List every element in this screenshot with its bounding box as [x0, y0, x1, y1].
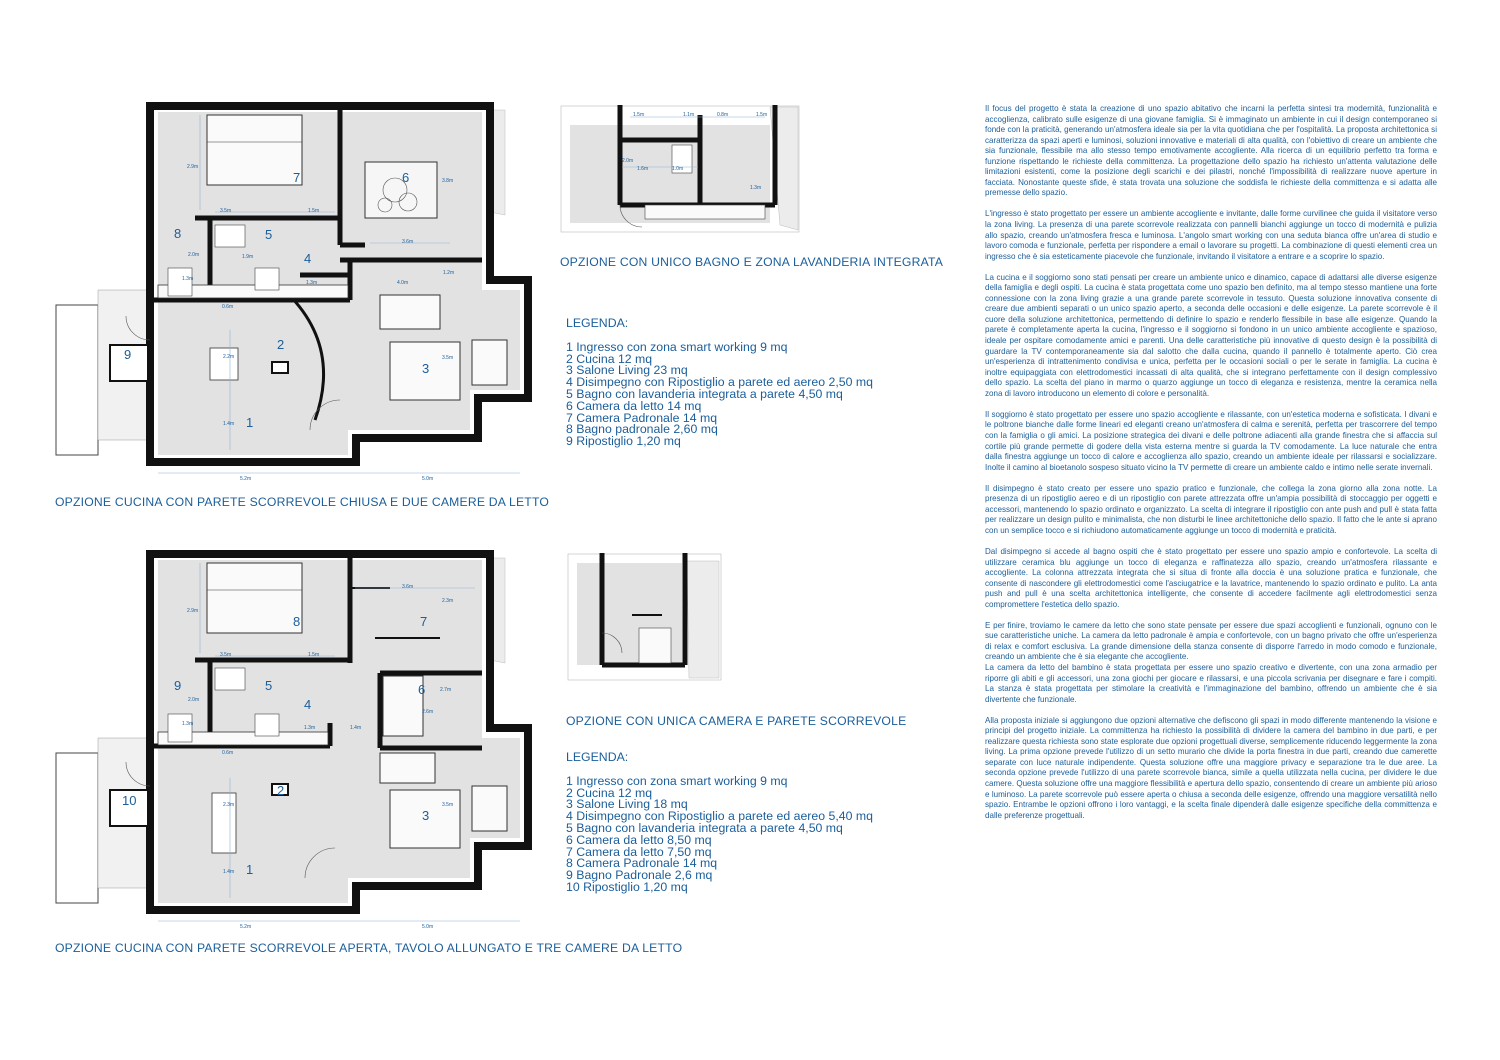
- room-number: 2: [277, 783, 285, 798]
- description-paragraph: L'ingresso è stato progettato per essere un ambiente accogliente e invitante, dalle forme curvilinee che guida il visitatore verso la zona living. La presenza di una parete scorrevole realizzata con pannelli bianchi aggiunge un tocco di modernità e pulizia allo spazio, creando un'atmosfera fresca e luminosa. L'angolo smart working con una seduta bianca offre un'area di studio e lavoro comoda e funzionale, perfetta per rispondere a email o lavorare su progetti. La combinazione di questi elementi crea un ingresso che è sia esteticamente piacevole che funzionale, invitando il visitatore a entrare e a scoprire lo spazio.: [985, 209, 1437, 261]
- room-number: 6: [402, 170, 410, 185]
- plan-b-caption: OPZIONE CUCINA CON PARETE SCORREVOLE APERTA, TAVOLO ALLUNGATO E TRE CAMERE DA LETTO: [55, 941, 683, 955]
- description-paragraph: E per finire, troviamo le camere da letto che sono state pensate per essere due spazi accoglienti e funzionali, ognuno con le sue caratteristiche uniche. La camera da letto padronale è ampia e confortevole, con un bagno privato che offre un'esperienza di relax e comfort esclusiva. La grande dimensione della stanza consente di disporre l'arredo in modo comodo e funzionale, creando un ambiente che è sia elegante che accogliente.: [985, 620, 1437, 662]
- legend-item: 9 Ripostiglio 1,20 mq: [566, 434, 681, 449]
- legend-title: LEGENDA:: [566, 316, 629, 330]
- legend-item: 9 Bagno Padronale 2,6 mq: [566, 868, 713, 883]
- room-number: 10: [122, 793, 137, 808]
- dimension-label: 2.0m: [188, 252, 200, 258]
- dimension-label: 1.4m: [223, 869, 235, 875]
- floor-plan-b: [50, 548, 550, 938]
- dimension-label: 2.0m: [188, 697, 200, 703]
- description-paragraph: La cucina e il soggiorno sono stati pensati per creare un ambiente unico e dinamico, capace di adattarsi alle diverse esigenze della famiglia e degli ospiti. La cucina è stata progettata come uno spazio ben definito, ma al tempo stesso mantiene una forte connessione con la zona living grazie a una grande parete scorrevole in tessuto. Questa soluzione innovativa consente di creare due ambienti separati o un unico spazio aperto, a seconda delle occasioni e delle esigenze. La parete scorrevole è il cuore della soluzione architettonica, permettendo di definire lo spazio e renderlo flessibile in base alle esigenze. Quando la parete è completamente aperta la cucina, l'ingresso e il soggiorno si fondono in un unico ambiente accogliente e spazioso, ideale per ospitare comodamente amici e parenti. Una delle caratteristiche più innovative di questo design è la possibilità di guardare la TV contemporaneamente sia dal salotto che dalla cucina, quando il pannello è totalmente aperto. Ciò crea un'esperienza di intrattenimento condivisa e unica, perfetta per le occasioni sociali o per le serate in famiglia. La cucina è inoltre equipaggiata con elettrodomestici incassati di alta qualità, che si integrano perfettamente con il design complessivo dello spazio. La scelta del piano in marmo o quarzo aggiunge un tocco di eleganza e resistenza, mentre la ceramica nella zona di lavoro introducono un elemento di colore e personalità.: [985, 272, 1437, 398]
- dimension-label: 2.9m: [187, 608, 199, 614]
- dimension-label: 1.3m: [304, 725, 316, 731]
- legend-item: 10 Ripostiglio 1,20 mq: [566, 879, 688, 894]
- dimension-label: 1.4m: [223, 421, 235, 427]
- legend-item: 4 Disimpegno con Ripostiglio a parete ed aereo 2,50 mq: [566, 375, 873, 390]
- dimension-label: 1.5m: [308, 208, 320, 214]
- legend-item: 2 Cucina 12 mq: [566, 785, 653, 800]
- dimension-label: 5.2m: [240, 476, 252, 482]
- dimension-label: 1.1m: [683, 112, 695, 118]
- variant-plan-b: [567, 553, 722, 681]
- legend-a: [566, 318, 873, 448]
- description-paragraph: Dal disimpegno si accede al bagno ospiti che è stato progettato per essere uno spazio ampio e confortevole. La scelta di utilizzare ceramica blu aggiunge un tocco di eleganza e raffinatezza allo spazio, creando un'atmosfera rilassante e accogliente. La colonna attrezzata integrata che si situa di fronte alla doccia è una soluzione pratica e funzionale, che consente di nascondere gli elettrodomestici come l'asciugatrice e la lavatrice, mantenendo lo spazio ordinato e pulito. La anta push and pull è una scelta architettonica intelligente, che consente di accedere facilmente agli elettrodomestici senza compromettere l'estetica dello spazio.: [985, 546, 1437, 609]
- dimension-label: 2.6m: [422, 709, 434, 715]
- dimension-label: 2.3m: [442, 598, 454, 604]
- room-number: 8: [293, 614, 301, 629]
- dimension-label: 1.5m: [756, 112, 768, 118]
- legend-item: 7 Camera da letto 7,50 mq: [566, 844, 712, 859]
- description-paragraph: La camera da letto del bambino è stata progettata per essere uno spazio creativo e divertente, con una zona armadio per riporre gli abiti e gli accessori, una zona giochi per giocare e rilassarsi, e una piccola scrivania per disegnare e fare i compiti. La stanza è stata progettata per stimolare la creatività e l'immaginazione del bambino, offrendo un ambiente che è sia divertente che funzionale.: [985, 662, 1437, 704]
- room-number: 6: [418, 682, 426, 697]
- description-paragraph: Il soggiorno è stato progettato per essere uno spazio accogliente e rilassante, con un'estetica moderna e sofisticata. I divani e le poltrone bianche dalle forme lineari ed eleganti creano un'atmosfera di calma e serenità, perfetta per trascorrere del tempo con la famiglia o gli amici. La posizione strategica dei divani e delle poltrone adiacenti alla grande finestra che si affaccia sul cortile più grande permette di godere della vista esterna mentre si guarda la TV comodamente. La luce naturale che entra dalla finestra aggiunge un tocco di calore e accoglienza allo spazio, creando un ambiente ideale per rilassarsi e socializzare. Inolte il camino al bioetanolo sospeso situato vicino la TV permette di creare un ambiente caldo e intimo nelle serate invernali.: [985, 409, 1437, 472]
- room-number: 5: [265, 678, 273, 693]
- dimension-label: 1.5m: [633, 112, 645, 118]
- legend-item: 2 Cucina 12 mq: [566, 351, 653, 366]
- dimension-label: 3.5m: [442, 802, 454, 808]
- dimension-label: 1.3m: [306, 280, 318, 286]
- dimension-label: 3.5m: [220, 208, 232, 214]
- legend-item: 6 Camera da letto 8,50 mq: [566, 832, 712, 847]
- room-number: 5: [265, 227, 273, 242]
- room-number: 8: [174, 226, 182, 241]
- room-number: 7: [293, 170, 301, 185]
- legend-item: 6 Camera da letto 14 mq: [566, 398, 702, 413]
- room-number: 9: [124, 347, 132, 362]
- dimension-label: 0.6m: [222, 750, 234, 756]
- floor-plan-a: [50, 100, 550, 490]
- dimension-label: 1.4m: [350, 725, 362, 731]
- dimension-label: 3.5m: [220, 652, 232, 658]
- variant-plan-a: [560, 105, 800, 233]
- description-paragraph: Il disimpegno è stato creato per essere uno spazio pratico e funzionale, che collega la zona giorno alla zona notte. La presenza di un ripostiglio aereo e di un ripostiglio con parete attrezzata offre un'ampia possibilità di stoccaggio per oggetti e accessori, mantenendo lo spazio ordinato e organizzato. La scelta di integrare il ripostiglio con ante push and pull è stata fatta per realizzare un design pulito e minimalista, che non disturbi le linee architettoniche dello spazio. Il fatto che le ante si aprano con un semplice tocco e si richiudono automaticamente aggiunge un tocco di modernità e praticità.: [985, 483, 1437, 535]
- variant-a-caption: OPZIONE CON UNICO BAGNO E ZONA LAVANDERIA INTEGRATA: [560, 255, 944, 269]
- dimension-label: 0.8m: [717, 112, 729, 118]
- plan-a-caption: OPZIONE CUCINA CON PARETE SCORREVOLE CHIUSA E DUE CAMERE DA LETTO: [55, 495, 550, 509]
- dimension-label: 2.0m: [622, 158, 634, 164]
- dimension-label: 1.3m: [750, 185, 762, 191]
- legend-item: 5 Bagno con lavanderia integrata a parete 4,50 mq: [566, 386, 843, 401]
- room-number: 2: [277, 337, 285, 352]
- dimension-label: 1.9m: [242, 254, 254, 260]
- dimension-label: 5.0m: [422, 924, 434, 930]
- dimension-label: 2.7m: [440, 687, 452, 693]
- room-number: 3: [422, 808, 430, 823]
- legend-item: 3 Salone Living 18 mq: [566, 797, 688, 812]
- legend-item: 5 Bagno con lavanderia integrata a parete 4,50 mq: [566, 820, 843, 835]
- dimension-label: 5.2m: [240, 924, 252, 930]
- room-number: 1: [246, 862, 254, 877]
- dimension-label: 1.0m: [672, 166, 684, 172]
- room-number: 4: [304, 697, 312, 712]
- dimension-label: 4.0m: [397, 280, 409, 286]
- dimension-label: 1.6m: [637, 166, 649, 172]
- dimension-label: 2.2m: [223, 354, 235, 360]
- legend-title: LEGENDA:: [566, 750, 629, 764]
- dimension-label: 0.6m: [222, 304, 234, 310]
- dimension-label: 3.6m: [402, 239, 414, 245]
- room-number: 7: [420, 614, 428, 629]
- dimension-label: 5.0m: [422, 476, 434, 482]
- dimension-label: 3.5m: [442, 355, 454, 361]
- legend-item: 7 Camera Padronale 14 mq: [566, 410, 718, 425]
- variant-b-caption: OPZIONE CON UNICA CAMERA E PARETE SCORREVOLE: [566, 714, 907, 728]
- description-paragraph: Il focus del progetto è stata la creazione di uno spazio abitativo che incarni la perfetta sintesi tra modernità, funzionalità e accoglienza, calibrato sulle esigenze di una giovane famiglia. Si è immaginato un ambiente in cui il design contemporaneo si fonde con la praticità, generando un'atmosfera ideale sia per la vita quotidiana che per l'ospitalità. La proposta architettonica si caratterizza da spazi aperti e luminosi, soluzioni innovative e materiali di alta qualità, con l'obiettivo di creare un ambiente che sia funzionale, flessibile ma allo stesso tempo emotivamente accogliente. Alla ricerca di un equilibrio perfetto tra forma e funzione rispettando le richieste della committenza. La progettazione dello spazio ha richiesto un'attenta valutazione delle limitazioni esistenti, come la posizione degli scarichi e dei pilastri, nonché l'impossibilità di realizzare nuove aperture in facciata. Nonostante queste sfide, è stata trovata una soluzione che soddisfa le richieste della committenza e si adatta alle premesse dello spazio.: [985, 104, 1437, 198]
- legend-item: 3 Salone Living 23 mq: [566, 363, 688, 378]
- room-number: 1: [246, 415, 254, 430]
- room-number: 9: [174, 678, 182, 693]
- legend-item: 4 Disimpegno con Ripostiglio a parete ed aereo 5,40 mq: [566, 809, 873, 824]
- dimension-label: 2.9m: [187, 164, 199, 170]
- legend-b: [566, 752, 873, 894]
- dimension-label: 1.2m: [443, 270, 455, 276]
- legend-item: 1 Ingresso con zona smart working 9 mq: [566, 773, 788, 788]
- legend-item: 1 Ingresso con zona smart working 9 mq: [566, 339, 788, 354]
- description-paragraph: Alla proposta iniziale si aggiungono due opzioni alternative che defiscono gli spazi in modo differente mantenendo la visione e principi del progetto iniziale. La committenza ha richiesto la possibilità di dividere la camera del bambino in due parti, e per realizzare questa richiesta sono state esplorate due opzioni progettuali diverse, semplicemente riducendo leggermente la zona living. La prima opzione prevede l'utilizzo di un setto murario che divide la porta finestra in due parti, creando due camerette separate con luce naturale indipendente. Questa soluzione offre una maggiore privacy e separazione tra le due aree. La seconda opzione prevede l'utilizzo di una parete scorrevole bianca, simile a quella utilizzata nella cucina, per dividere le due camere. Questa soluzione offre una maggiore flessibilità e apertura dello spazio, consentendo di creare un ambiente più arioso e luminoso. La parete scorrevole può essere aperta o chiusa a seconda delle esigenze, offrendo una maggiore versatilità nello spazio. Entrambe le opzioni offrono i loro vantaggi, e la scelta finale dipenderà dalle esigenze specifiche della committenza e dalle preferenze progettuali.: [985, 715, 1437, 820]
- dimension-label: 3.6m: [402, 584, 414, 590]
- legend-item: 8 Camera Padronale 14 mq: [566, 856, 718, 871]
- room-number: 3: [422, 361, 430, 376]
- dimension-label: 1.5m: [308, 652, 320, 658]
- dimension-label: 1.3m: [182, 276, 194, 282]
- project-description: [985, 104, 1437, 832]
- dimension-label: 2.3m: [223, 802, 235, 808]
- dimension-label: 3.8m: [442, 178, 454, 184]
- room-number: 4: [304, 251, 312, 266]
- dimension-label: 1.3m: [182, 721, 194, 727]
- legend-item: 8 Bagno padronale 2,60 mq: [566, 422, 718, 437]
